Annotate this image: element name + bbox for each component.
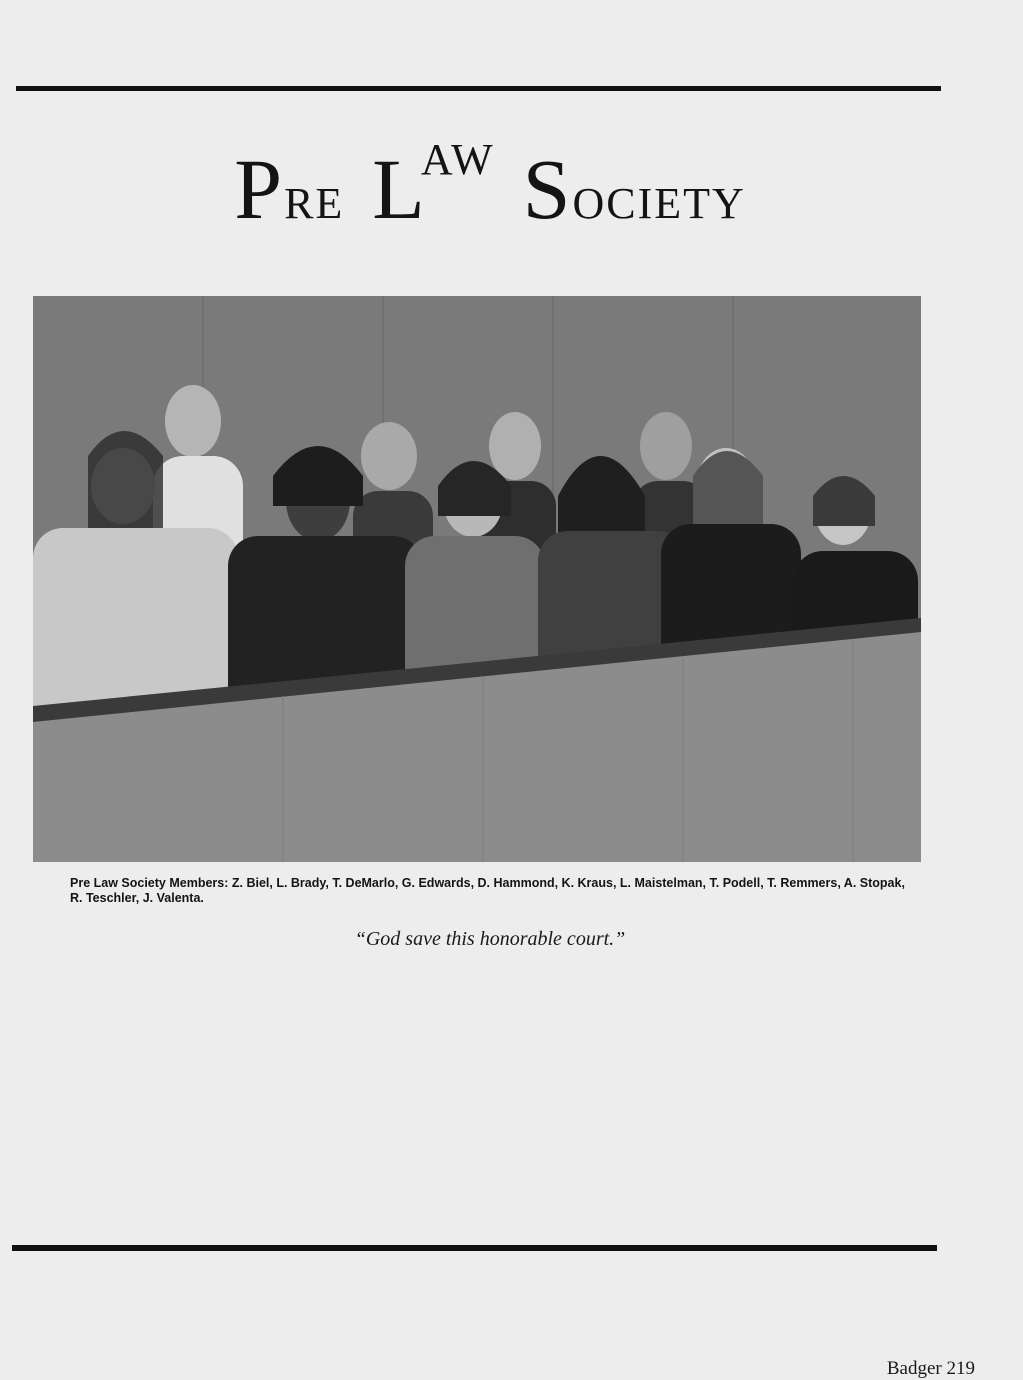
page-title: PRE LAW SOCIETY bbox=[234, 135, 746, 237]
photo-caption: Pre Law Society Members: Z. Biel, L. Brady, T. DeMarlo, G. Edwards, D. Hammond, K. Kraus, L. Maistelman, T. Podell, T. Remmers, A. Stopak, R. Teschler, J. Valenta. bbox=[70, 876, 905, 905]
top-rule bbox=[16, 86, 941, 91]
bottom-rule bbox=[12, 1245, 937, 1251]
pull-quote: “God save this honorable court.” bbox=[354, 928, 626, 950]
page-folio: Badger 219 bbox=[886, 1358, 975, 1379]
group-photo bbox=[33, 296, 921, 862]
